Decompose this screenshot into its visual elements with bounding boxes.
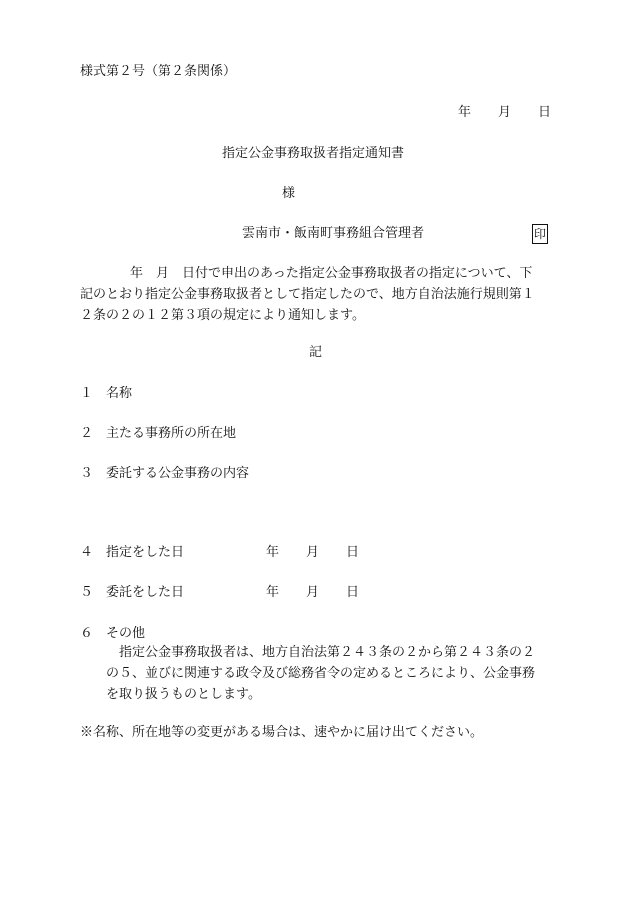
item-label: その他: [106, 626, 146, 641]
item-number: ５: [80, 585, 94, 600]
date-month: 月: [306, 585, 320, 600]
date-year: 年: [266, 585, 280, 600]
intro-line-1: 年 月 日付で申出のあった指定公金事務取扱者の指定について、下: [130, 266, 533, 281]
other-line-1: 指定公金事務取扱者は、地方自治法第２４３条の２から第２４３条の２: [119, 645, 536, 660]
item-commissioned-work: [80, 466, 249, 482]
date-year: 年: [458, 105, 472, 120]
document-title: 指定公金事務取扱者指定通知書: [222, 146, 405, 161]
date-day: 日: [538, 105, 552, 120]
item-label: 委託する公金事務の内容: [106, 466, 250, 481]
other-line-3: を取り扱うものとします。: [106, 687, 261, 702]
item-number: ６: [80, 626, 94, 641]
item-name: [80, 386, 132, 402]
date-year: 年: [266, 545, 280, 560]
item-number: ２: [80, 426, 94, 441]
date-day: 日: [346, 545, 360, 560]
item-label: 名称: [106, 386, 133, 401]
issuer: 雲南市・飯南町事務組合管理者: [242, 226, 425, 241]
item-label: 指定をした日: [106, 545, 185, 560]
item-number: ３: [80, 466, 94, 481]
item-office-location: [80, 426, 236, 442]
other-line-2: の５、並びに関連する政令及び総務省令の定めるところにより、公金事務: [106, 666, 536, 681]
date-day: 日: [346, 585, 360, 600]
date-month: 月: [306, 545, 320, 560]
item-number: ４: [80, 545, 94, 560]
seal-mark: 印: [532, 224, 548, 244]
item-label: 委託をした日: [106, 585, 185, 600]
addressee-suffix: 様: [282, 186, 296, 201]
date-month: 月: [498, 105, 512, 120]
date-header: [458, 105, 551, 121]
form-label: 様式第２号（第２条関係）: [80, 64, 237, 79]
item-designation-date: [80, 545, 359, 561]
item-commission-date: [80, 585, 359, 601]
item-number: １: [80, 386, 94, 401]
intro-line-2: 記のとおり指定公金事務取扱者として指定したので、地方自治法施行規則第１: [80, 287, 535, 302]
item-label: 主たる事務所の所在地: [106, 426, 237, 441]
change-note: ※名称、所在地等の変更がある場合は、速やかに届け出てください。: [80, 725, 484, 740]
intro-line-3: ２条の２の１２第３項の規定により通知します。: [80, 308, 365, 323]
item-other: [80, 626, 145, 642]
ki-heading: 記: [309, 345, 323, 360]
